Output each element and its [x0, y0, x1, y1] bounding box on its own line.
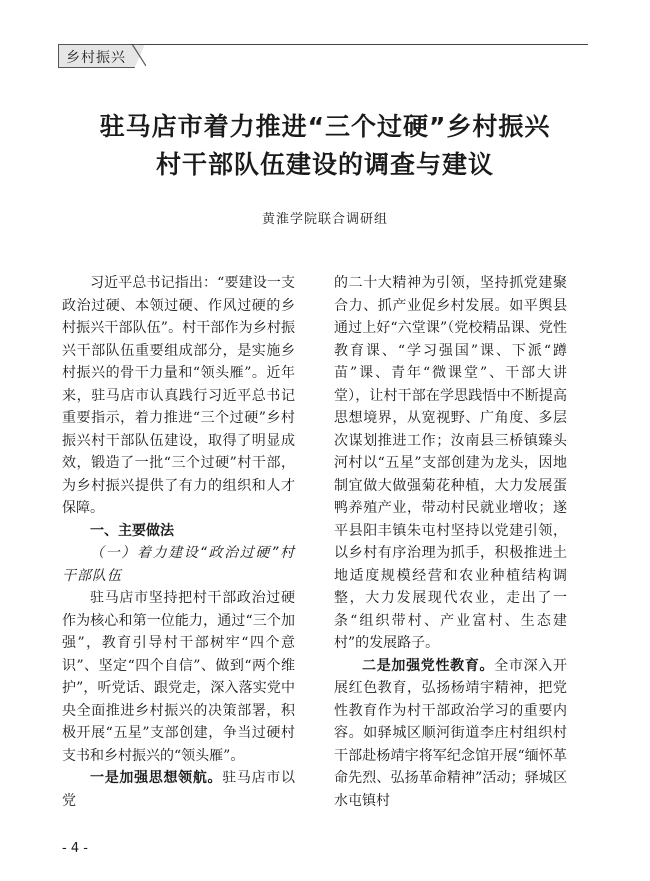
lead-phrase: 二是加强党性教育。 [362, 657, 495, 674]
section-tab-slant [132, 44, 146, 66]
article-title-line-2: 村干部队伍建设的调查与建议 [155, 150, 494, 179]
section-label: 乡村振兴 [66, 50, 126, 66]
body-paragraph [334, 655, 567, 813]
body-paragraph [62, 767, 295, 812]
right-column [334, 272, 567, 812]
section-header [58, 44, 588, 68]
lead-phrase: 一是加强思想领航。 [90, 770, 223, 786]
body-paragraph: 的二十大精神为引领，坚持抓党建聚合力、抓产业促乡村发展。如平舆县通过上好“六堂课”（党校精品课、党性教育课、“学习强国”课、下派“蹲苗”课、青年“微课堂”、干部大讲堂），让村干部在学思践悟中不断提高思想境界，从宽视野、广角度、多层次谋划推进工作；汝南县三桥镇臻头河村以“五星”支部创建为龙头，因地制宜做大做强菊花种植，大力发展蛋鸭养殖产业，带动村民就业增收；遂平县阳丰镇朱屯村坚持以党建引领，以乡村有序治理为抓手，积极推进土地适度规模经营和农业种植结构调整，大力发展现代农业，走出了一条“组织带村、产业富村、生态建村”的发展路子。 [334, 275, 567, 651]
paragraph-text: 全市深入开展红色教育，弘扬杨靖宇精神，把党性教育作为村干部政治学习的重要内容。如驿城区顺河街道李庄村组织村干部赴杨靖宇将军纪念馆开展“缅怀革命先烈、弘扬革命精神”活动；驿城区水屯镇村 [334, 657, 568, 809]
left-column [62, 272, 295, 812]
intro-paragraph: 习近平总书记指出：“要建设一支政治过硬、本领过硬、作风过硬的乡村振兴干部队伍”。村干部作为乡村振兴干部队伍重要组成部分，是实施乡村振兴的骨干力量和“领头雁”。近年来，驻马店市认真践行习近平总书记重要指示，着力推进“三个过硬”乡村振兴村干部队伍建设，取得了明显成效，锻造了一批“三个过硬”村干部，为乡村振兴提供了有力的组织和人才保障。 [62, 275, 295, 516]
section-heading: 一、主要做法 [90, 522, 174, 539]
subsection-heading: （一）着力建设“政治过硬”村干部队伍 [62, 545, 295, 584]
page-number: - 4 - [62, 841, 88, 856]
body-paragraph: 驻马店市坚持把村干部政治过硬作为核心和第一位能力，通过“三个加强”，教育引导村干部树牢“四个意识”、坚定“四个自信”、做到“两个维护”，听党话、跟党走，深入落实党中央全面推进乡村振兴的决策部署，积极开展“五星”支部创建，争当过硬村支书和乡村振兴的“领头雁”。 [62, 590, 295, 764]
paragraph-text: 驻马店市以党 [62, 770, 296, 809]
author-line: 黄淮学院联合调研组 [261, 212, 388, 227]
article-title-line-1: 驻马店市着力推进“三个过硬”乡村振兴 [99, 112, 551, 141]
header-rule [140, 44, 588, 45]
